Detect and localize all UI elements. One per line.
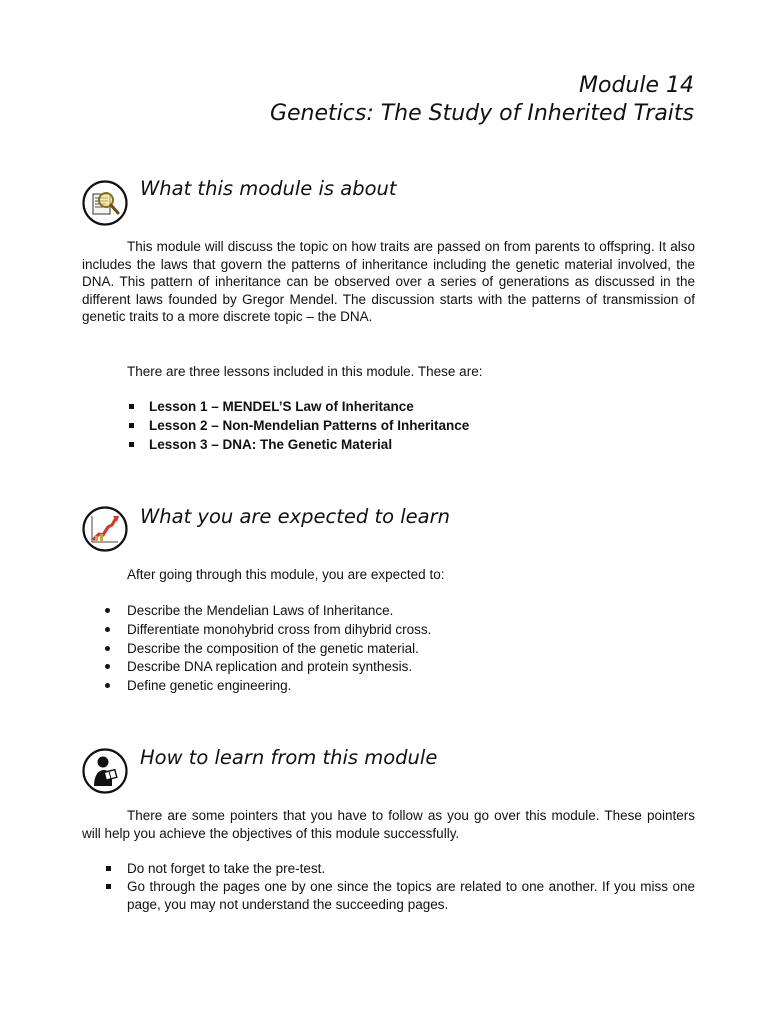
section-heading-expected: What you are expected to learn: [140, 505, 450, 528]
list-item: Lesson 2 – Non-Mendelian Patterns of Inheritance: [127, 417, 469, 436]
about-paragraph: [82, 238, 695, 326]
module-subtitle: Genetics: The Study of Inherited Traits: [269, 101, 694, 126]
lessons-intro: There are three lessons included in this module. These are:: [127, 364, 483, 379]
reader-icon: [82, 748, 128, 794]
about-paragraph-text: This module will discuss the topic on how traits are passed on from parents to offspring. It also includes the laws that govern the patterns of inheritance including the genetic material involved, the DNA. This pattern of inheritance can be observed over a series of generations as discussed in the different laws founded by Gregor Mendel. The discussion starts with the patterns of transmission of genetic traits to a more discrete topic – the DNA.: [82, 239, 695, 325]
how-paragraph-text: There are some pointers that you have to follow as you go over this module. These pointers will help you achieve the objectives of this module successfully.: [82, 808, 695, 841]
list-item: Lesson 3 – DNA: The Genetic Material: [127, 436, 469, 455]
list-item: Define genetic engineering.: [104, 677, 431, 696]
section-heading-how: How to learn from this module: [140, 746, 438, 769]
list-item: Describe DNA replication and protein synthesis.: [104, 658, 431, 677]
module-number: Module 14: [579, 73, 694, 98]
list-item: Lesson 1 – MENDEL’S Law of Inheritance: [127, 398, 469, 417]
module-title-block: [270, 72, 694, 128]
list-item: Do not forget to take the pre-test.: [104, 860, 695, 878]
list-item: Differentiate monohybrid cross from dihybrid cross.: [104, 621, 431, 640]
list-item: Go through the pages one by one since the topics are related to one another. If you miss one page, you may not understand the succeeding pages.: [104, 878, 695, 914]
how-paragraph: [82, 807, 695, 842]
growth-chart-icon: [82, 506, 128, 552]
lessons-list: [127, 398, 469, 454]
objectives-intro: After going through this module, you are expected to:: [127, 567, 445, 582]
objectives-list: [104, 602, 431, 696]
list-item: Describe the composition of the genetic material.: [104, 640, 431, 659]
pointers-list: [104, 860, 695, 913]
magnifier-document-icon: [82, 180, 128, 226]
list-item: Describe the Mendelian Laws of Inheritance.: [104, 602, 431, 621]
section-heading-about: What this module is about: [140, 177, 397, 200]
